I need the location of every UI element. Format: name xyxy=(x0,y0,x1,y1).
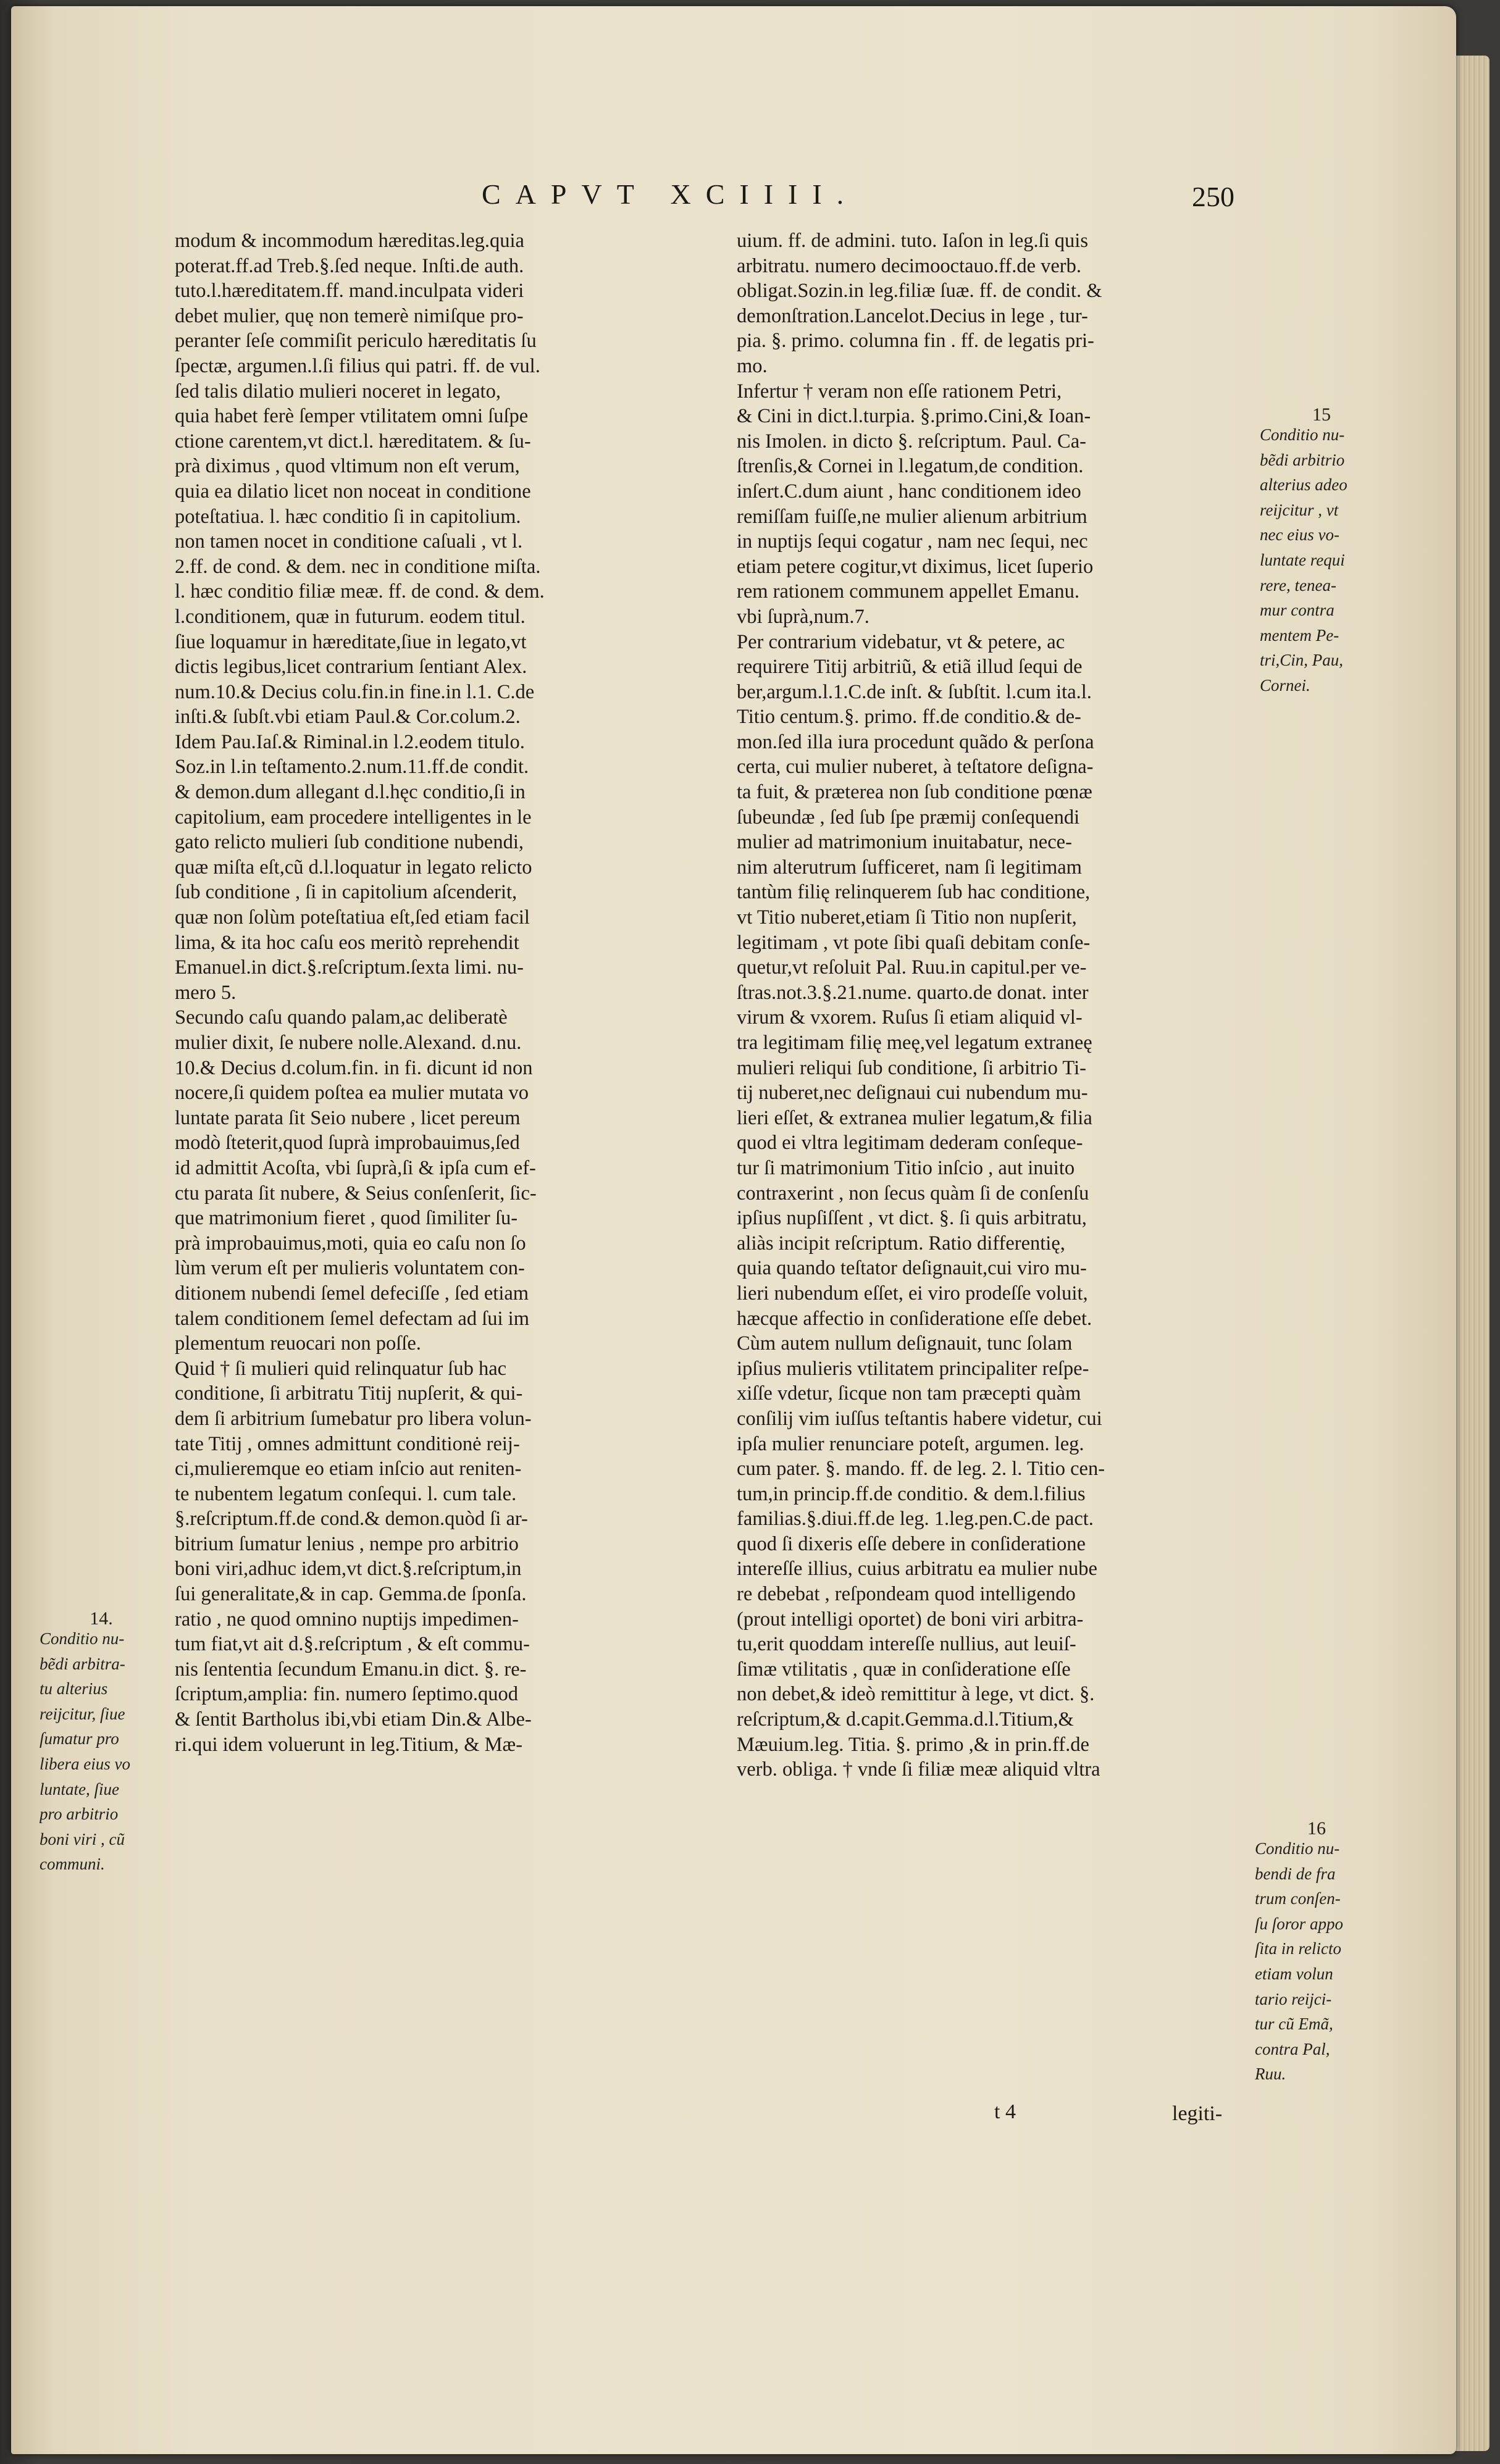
text-line: conditione, ſi arbitratu Titij nupſerit, & qui- xyxy=(175,1382,523,1405)
text-line: mon.ſed illa iura procedunt quãdo & perſona xyxy=(737,730,1094,753)
text-line: mentem Pe- xyxy=(1260,625,1339,645)
text-line: requirere Titij arbitriũ, & etiã illud ſequi de xyxy=(737,656,1083,679)
text-line: mo. xyxy=(737,354,768,377)
text-line: mulieri reliqui ſub conditione, ſi arbitrio Ti- xyxy=(737,1056,1086,1079)
text-line: peranter ſeſe commiſit periculo hæreditatis ſu xyxy=(175,330,537,353)
text-line: poteſtatiua. l. hæc conditio ſi in capitolium. xyxy=(175,505,521,528)
text-line: mulier ad matrimonium inuitabatur, nece- xyxy=(737,831,1072,854)
text-line: contraxerint , non ſecus quàm ſi de conſenſu xyxy=(737,1182,1089,1205)
text-line: plementum reuocari non poſſe. xyxy=(175,1332,421,1355)
text-line: tur cũ Emã, xyxy=(1255,2015,1333,2034)
text-line: ſcriptum,amplia: fin. numero ſeptimo.quod xyxy=(175,1683,519,1706)
folio-number: 250 xyxy=(1192,181,1234,212)
text-line: ſubeundæ , ſed ſub ſpe præmij conſequendi xyxy=(737,806,1080,829)
text-line: tu,erit quoddam intereſſe nullius, aut leuiſ- xyxy=(737,1633,1076,1656)
text-line: ipſius nupſiſſent , vt dict. §. ſi quis arbitratu, xyxy=(737,1207,1087,1230)
text-line: modum & incommodum hæreditas.leg.quia xyxy=(175,230,524,252)
text-line: tum fiat,vt ait d.§.reſcriptum , & eſt commu- xyxy=(175,1633,530,1656)
text-line: ſpectæ, argumen.l.ſi filius qui patri. ff. de vul. xyxy=(175,354,540,377)
text-line: ber,argum.l.1.C.de inſt. & ſubſtit. l.cum ita.l. xyxy=(737,680,1092,703)
text-line: tri,Cin, Pau, xyxy=(1260,651,1344,670)
text-line: contra Pal, xyxy=(1255,2039,1330,2058)
text-line: virum & vxorem. Ruſus ſi etiam aliquid vl- xyxy=(737,1006,1083,1029)
text-line: ratio , ne quod omnino nuptijs impedimen- xyxy=(175,1608,519,1631)
text-line: luntate, ſiue xyxy=(40,1779,119,1798)
text-line: Ruu. xyxy=(1255,2065,1286,2084)
text-line: etiam petere cogitur,vt diximus, licet ſuperio xyxy=(737,555,1094,578)
text-line: reijcitur , vt xyxy=(1260,500,1339,519)
text-line: Infertur † veram non eſſe rationem Petri, xyxy=(737,380,1062,403)
text-line: Secundo caſu quando palam,ac deliberatè xyxy=(175,1006,508,1029)
text-line: re debebat , reſpondeam quod intelligendo xyxy=(737,1583,1076,1606)
text-line: id admittit Acoſta, vbi ſuprà,ſi & ipſa cum ef- xyxy=(175,1156,536,1179)
text-line: & Cini in dict.l.turpia. §.primo.Cini,& Ioan- xyxy=(737,405,1091,428)
margin-note-text xyxy=(1255,1839,1378,2090)
text-line: bẽdi arbitrio xyxy=(1260,450,1345,469)
text-line: ſed talis dilatio mulieri noceret in legato, xyxy=(175,380,501,403)
text-line: quia quando teſtator deſignauit,cui viro mu- xyxy=(737,1257,1087,1280)
text-line: lima, & ita hoc caſu eos meritò reprehendit xyxy=(175,931,519,954)
text-line: bitrium ſumatur lenius , nempe pro arbitrio xyxy=(175,1532,519,1555)
text-line: demonſtration.Lancelot.Decius in lege , tur- xyxy=(737,304,1088,327)
text-line: te nubentem legatum conſequi. l. cum tale. xyxy=(175,1482,517,1505)
text-line: dictis legibus,licet contrarium ſentiant Alex. xyxy=(175,656,527,679)
text-line: ctu parata ſit nubere, & Seius conſenſerit, ſic- xyxy=(175,1182,537,1205)
text-line: conſilij vim iuſſus teſtantis habere videtur, cui xyxy=(737,1407,1102,1430)
text-line: tantùm filię relinquerem ſub hac conditione, xyxy=(737,881,1091,904)
text-line: xiſſe vdetur, ſicque non tam præcepti quàm xyxy=(737,1382,1081,1405)
text-line: reſcriptum,& d.capit.Gemma.d.l.Titium,& xyxy=(737,1708,1074,1731)
margin-note-16 xyxy=(1255,1818,1378,2090)
text-line: l.conditionem, quæ in futurum. eodem titul. xyxy=(175,605,526,628)
text-line: dem ſi arbitrium ſumebatur pro libera volun- xyxy=(175,1407,532,1430)
text-line: non debet,& ideò remittitur à lege, vt dict. §. xyxy=(737,1683,1095,1706)
text-line: verb. obliga. † vnde ſi filiæ meæ aliquid vltra xyxy=(737,1758,1100,1781)
text-line: rem rationem communem appellet Emanu. xyxy=(737,580,1080,603)
text-line: hæcque affectio in conſideratione eſſe debet. xyxy=(737,1307,1092,1330)
text-line: ſumatur pro xyxy=(40,1729,119,1748)
text-line: pro arbitrio xyxy=(40,1805,119,1824)
text-line: tra legitimam filię meę,vel legatum extraneę xyxy=(737,1032,1092,1054)
text-line: intereſſe illius, cuius arbitratu ea mulier nube xyxy=(737,1558,1097,1581)
text-line: 10.& Decius d.colum.fin. in fi. dicunt id non xyxy=(175,1056,533,1079)
text-line: quod ei vltra legitimam dederam conſeque- xyxy=(737,1132,1083,1155)
text-line: ri.qui idem voluerunt in leg.Titium, & Mæ- xyxy=(175,1733,523,1756)
text-line: obligat.Sozin.in leg.filiæ ſuæ. ff. de condit. & xyxy=(737,280,1102,303)
text-line: Conditio nu- xyxy=(1255,1839,1340,1858)
text-line: Idem Pau.Iaſ.& Riminal.in l.2.eodem titulo. xyxy=(175,730,525,753)
text-line: Cornei. xyxy=(1260,675,1310,695)
text-line: Cùm autem nullum deſignauit, tunc ſolam xyxy=(737,1332,1073,1355)
text-line: nec eius vo- xyxy=(1260,525,1339,545)
text-line: ipſius mulieris vtilitatem principaliter reſpe- xyxy=(737,1357,1089,1380)
margin-note-number: 15 xyxy=(1312,404,1331,425)
text-line: ditionem nubendi ſemel defeciſſe , ſed etiam xyxy=(175,1282,529,1305)
text-line: ſita in relicto xyxy=(1255,1939,1341,1958)
text-line: capitolium, eam procedere intelligentes in le xyxy=(175,806,532,829)
text-line: ſimæ vtilitatis , quæ in conſideratione eſſe xyxy=(737,1658,1071,1681)
text-line: lieri eſſet, & extranea mulier legatum,& filia xyxy=(737,1106,1092,1129)
text-line: Emanuel.in dict.§.reſcriptum.ſexta limi. nu- xyxy=(175,956,524,979)
margin-note-number: 16 xyxy=(1307,1818,1326,1839)
left-text-column xyxy=(175,228,700,1757)
margin-note-number: 14. xyxy=(90,1608,113,1629)
text-line: quæ non ſolùm poteſtatiua eſt,ſed etiam facil xyxy=(175,906,530,929)
text-line: vt Titio nuberet,etiam ſi Titio non nupſerit, xyxy=(737,906,1077,929)
text-line: prà diximus , quod vltimum non eſt verum, xyxy=(175,455,520,478)
text-line: ſui generalitate,& in cap. Gemma.de ſponſa. xyxy=(175,1583,527,1606)
right-text-column xyxy=(737,228,1255,1782)
text-line: Conditio nu- xyxy=(1260,425,1345,444)
text-line: bẽdi arbitra- xyxy=(40,1654,125,1673)
text-line: tuto.l.hæreditatem.ff. mand.inculpata videri xyxy=(175,280,524,303)
text-line: aliàs incipit reſcriptum. Ratio differentię, xyxy=(737,1232,1065,1255)
text-line: Per contrarium videbatur, vt & petere, ac xyxy=(737,630,1065,653)
text-line: reijcitur, ſiue xyxy=(40,1704,125,1723)
text-line: mur contra xyxy=(1260,601,1334,620)
text-line: Quid † ſi mulieri quid relinquatur ſub hac xyxy=(175,1357,507,1380)
text-line: inſert.C.dum aiunt , hanc conditionem ideo xyxy=(737,480,1081,503)
text-line: & ſentit Bartholus ibi,vbi etiam Din.& Albe- xyxy=(175,1708,532,1731)
text-line: libera eius vo xyxy=(40,1754,130,1773)
signature-mark: t 4 xyxy=(994,2100,1016,2123)
text-line: tum,in princip.ff.de conditio. & dem.l.filius xyxy=(737,1482,1086,1505)
text-line: non tamen nocet in conditione caſuali , vt l. xyxy=(175,530,523,553)
text-line: alterius adeo xyxy=(1260,475,1347,495)
text-line: num.10.& Decius colu.fin.in fine.in l.1. C.de xyxy=(175,680,535,703)
margin-note-15 xyxy=(1260,404,1383,701)
text-line: rere, tenea- xyxy=(1260,575,1336,595)
text-line: poterat.ff.ad Treb.§.ſed neque. Inſti.de auth. xyxy=(175,254,524,277)
text-line: quod ſi dixeris eſſe debere in conſideratione xyxy=(737,1532,1086,1555)
text-line: que matrimonium fieret , quod ſimiliter ſu- xyxy=(175,1207,518,1230)
text-line: debet mulier, quę non temerè nimiſque pro- xyxy=(175,304,524,327)
text-line: boni viri,adhuc idem,vt dict.§.reſcriptum,in xyxy=(175,1558,522,1581)
text-line: familias.§.diui.ff.de leg. 1.leg.pen.C.de pact. xyxy=(737,1508,1094,1531)
text-line: cum pater. §. mando. ff. de leg. 2. l. Titio cen- xyxy=(737,1458,1105,1480)
text-line: tario reijci- xyxy=(1255,1989,1332,2008)
text-line: ta fuit, & præterea non ſub conditione pœnæ xyxy=(737,781,1092,804)
text-line: quia ea dilatio licet non noceat in conditione xyxy=(175,480,531,503)
text-line: trum conſen- xyxy=(1255,1889,1341,1908)
text-line: gato relicto mulieri ſub conditione nubendi, xyxy=(175,831,524,854)
text-line: vbi ſuprà,num.7. xyxy=(737,605,869,628)
text-line: legitimam , vt pote ſibi quaſi debitam conſe- xyxy=(737,931,1091,954)
text-line: luntate requi xyxy=(1260,550,1345,569)
text-line: quæ miſta eſt,cũ d.l.loquatur in legato relicto xyxy=(175,856,532,879)
text-line: talem conditionem ſemel defectam ad ſui im xyxy=(175,1307,529,1330)
text-line: prà improbauimus,moti, quia eo caſu non ſo xyxy=(175,1232,526,1255)
text-line: etiam volun xyxy=(1255,1964,1333,1983)
text-line: & demon.dum allegant d.l.hęc conditio,ſi in xyxy=(175,781,526,804)
text-line: communi. xyxy=(40,1855,105,1874)
text-line: ci,mulieremque eo etiam inſcio aut reniten- xyxy=(175,1458,522,1480)
text-line: uium. ff. de admini. tuto. Iaſon in leg.ſi quis xyxy=(737,230,1088,252)
text-line: ipſa mulier renunciare poteſt, argumen. leg. xyxy=(737,1432,1084,1455)
text-line: remiſſam fuiſſe,ne mulier alienum arbitrium xyxy=(737,505,1087,528)
text-line: nim alterutrum ſufficeret, nam ſi legitimam xyxy=(737,856,1082,879)
margin-note-text xyxy=(1260,425,1383,701)
running-head-title: CAPVT XCIIII. xyxy=(482,178,859,210)
text-line: Soz.in l.in teſtamento.2.num.11.ff.de condit. xyxy=(175,756,529,779)
text-line: ſtrenſis,& Cornei in l.legatum,de condition. xyxy=(737,455,1084,478)
text-line: quia habet ferè ſemper vtilitatem omni ſuſpe xyxy=(175,405,529,428)
text-line: boni viri , cũ xyxy=(40,1829,125,1848)
text-line: Conditio nu- xyxy=(40,1629,125,1648)
text-line: luntate parata ſit Seio nubere , licet pereum xyxy=(175,1106,521,1129)
text-line: in nuptijs ſequi cogatur , nam nec ſequi, nec xyxy=(737,530,1088,553)
text-line: ſiue loquamur in hæreditate,ſiue in legato,vt xyxy=(175,630,527,653)
catchword: legiti- xyxy=(1172,2102,1223,2125)
text-line: (prout intelligi oportet) de boni viri arbitra- xyxy=(737,1608,1084,1631)
text-line: nocere,ſi quidem poſtea ea mulier mutata vo xyxy=(175,1082,529,1105)
text-line: arbitratu. numero decimooctauo.ff.de verb. xyxy=(737,254,1082,277)
text-line: lùm verum eſt per mulieris voluntatem con- xyxy=(175,1257,525,1280)
text-line: ſtras.not.3.§.21.nume. quarto.de donat. inter xyxy=(737,981,1089,1004)
margin-note-text xyxy=(40,1629,163,1880)
text-line: mero 5. xyxy=(175,981,237,1004)
text-line: tate Titij , omnes admittunt conditionė reij- xyxy=(175,1432,520,1455)
text-line: tu alterius xyxy=(40,1679,108,1698)
text-line: inſti.& ſubſt.vbi etiam Paul.& Cor.colum.2. xyxy=(175,706,521,729)
text-line: modò ſteterit,quod ſuprà improbauimus,ſed xyxy=(175,1132,520,1155)
text-line: ſub conditione , ſi in capitolium aſcenderit, xyxy=(175,881,517,904)
text-line: Titio centum.§. primo. ff.de conditio.& de- xyxy=(737,706,1081,729)
text-line: quetur,vt reſoluit Pal. Ruu.in capitul.per ve- xyxy=(737,956,1087,979)
text-line: mulier dixit, ſe nubere nolle.Alexand. d.nu. xyxy=(175,1032,522,1054)
text-line: 2.ff. de cond. & dem. nec in conditione miſta. xyxy=(175,555,541,578)
text-line: nis Imolen. in dicto §. reſcriptum. Paul. Ca- xyxy=(737,430,1086,453)
text-line: tij nuberet,nec deſignaui cui nubendum mu- xyxy=(737,1082,1088,1105)
text-line: bendi de fra xyxy=(1255,1864,1336,1883)
text-line: certa, cui mulier nuberet, à teſtatore deſigna- xyxy=(737,756,1094,779)
margin-note-14 xyxy=(40,1608,163,1880)
text-line: lieri nubendum eſſet, ei viro prodeſſe voluit, xyxy=(737,1282,1088,1305)
text-line: ſu ſoror appo xyxy=(1255,1914,1344,1933)
text-line: ctione carentem,vt dict.l. hæreditatem. & ſu- xyxy=(175,430,531,453)
text-line: tur ſi matrimonium Titio inſcio , aut inuito xyxy=(737,1156,1075,1179)
text-line: Mæuium.leg. Titia. §. primo ,& in prin.ff.de xyxy=(737,1733,1089,1756)
text-line: pia. §. primo. columna fin . ff. de legatis pri- xyxy=(737,330,1094,353)
text-line: §.reſcriptum.ff.de cond.& demon.quòd ſi ar- xyxy=(175,1508,528,1531)
text-line: l. hæc conditio filiæ meæ. ff. de cond. & dem. xyxy=(175,580,545,603)
text-line: nis ſententia ſecundum Emanu.in dict. §. re- xyxy=(175,1658,527,1681)
